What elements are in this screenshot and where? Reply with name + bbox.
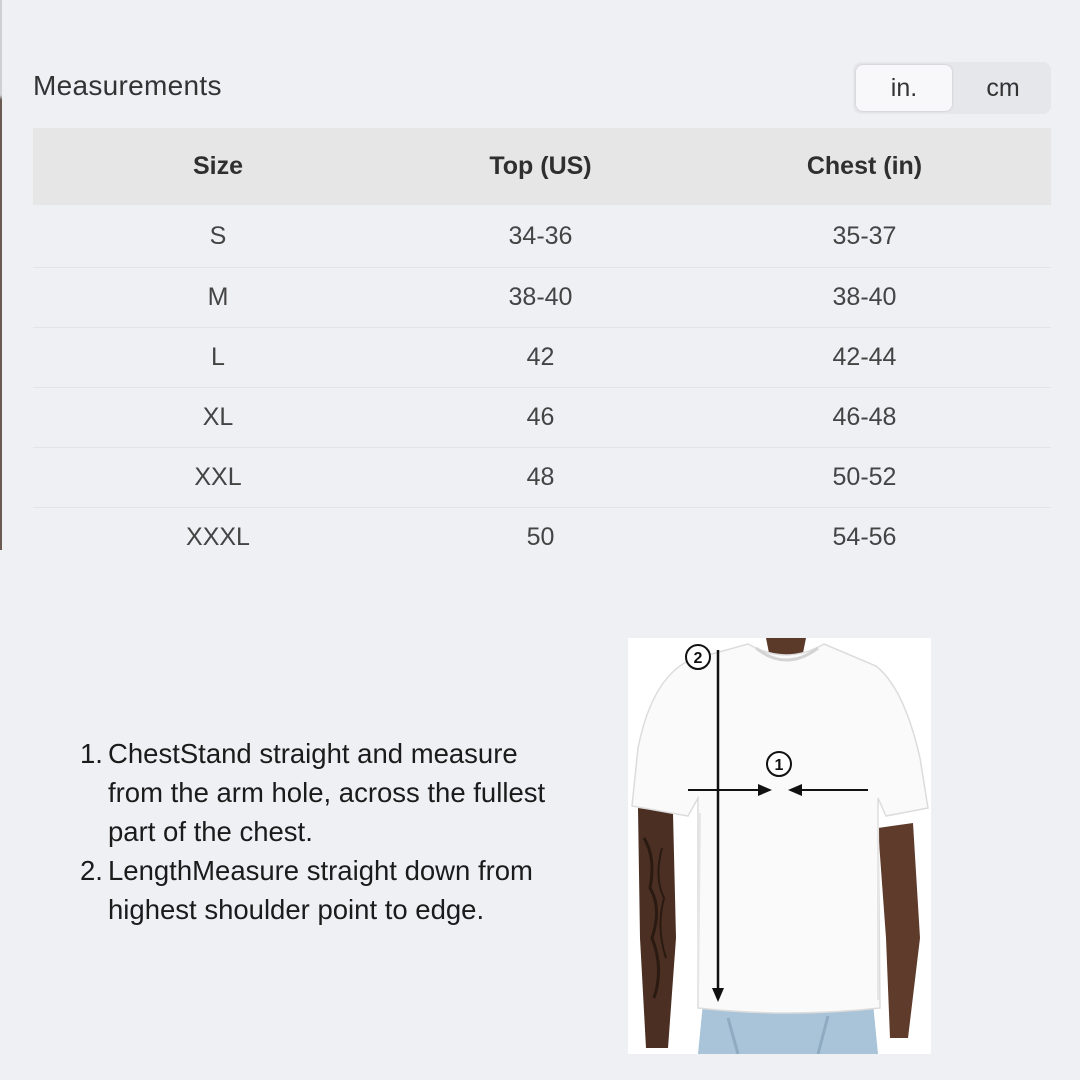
cell-chest: 50-52 xyxy=(678,448,1051,508)
size-chart-table xyxy=(33,128,1051,567)
chest-marker-label: 1 xyxy=(774,757,784,774)
cell-top: 38-40 xyxy=(403,268,678,328)
cell-chest: 46-48 xyxy=(678,388,1051,448)
cell-size: XL xyxy=(33,388,403,448)
cell-chest: 54-56 xyxy=(832,523,897,551)
cell-chest: 42-44 xyxy=(678,328,1051,388)
cell-size: L xyxy=(33,328,403,388)
unit-inches-button[interactable]: in. xyxy=(856,65,952,111)
tshirt-diagram-svg xyxy=(628,638,931,1054)
instruction-number: 1. xyxy=(80,738,103,769)
cell-size: S xyxy=(33,205,403,268)
instruction-text: ChestStand straight and measure from the arm hole, across the fullest part of the chest. xyxy=(108,738,546,847)
cell-top: 42 xyxy=(403,328,678,388)
unit-cm-button[interactable]: cm xyxy=(955,62,1051,114)
table-row xyxy=(33,268,1051,328)
cell-size: M xyxy=(33,268,403,328)
page-title: Measurements xyxy=(33,70,222,101)
cell-size: XXL xyxy=(33,448,403,508)
unit-toggle xyxy=(853,62,1051,114)
instruction-number: 2. xyxy=(80,855,103,886)
length-marker-label: 2 xyxy=(693,650,703,667)
column-header-top: Top (US) xyxy=(403,128,678,205)
table-row xyxy=(33,508,1051,568)
instruction-text: LengthMeasure straight down from highest shoulder point to edge. xyxy=(108,855,533,925)
measurement-instructions xyxy=(80,734,580,929)
cell-chest: 35-37 xyxy=(678,205,1051,268)
table-row xyxy=(33,388,1051,448)
tshirt-measurement-figure xyxy=(628,638,931,1054)
cell-top: 46 xyxy=(403,388,678,448)
table-row xyxy=(33,205,1051,268)
table-row xyxy=(33,328,1051,388)
cell-top: 50 xyxy=(526,523,555,551)
table-row xyxy=(33,448,1051,508)
cell-top: 48 xyxy=(403,448,678,508)
column-header-chest: Chest (in) xyxy=(678,128,1051,205)
instruction-length xyxy=(80,851,580,929)
column-header-size: Size xyxy=(33,128,403,205)
cell-top: 34-36 xyxy=(403,205,678,268)
cell-chest: 38-40 xyxy=(678,268,1051,328)
table-header-row xyxy=(33,128,1051,205)
left-edge-divider xyxy=(0,0,2,550)
instruction-chest xyxy=(80,734,580,851)
cell-size: XXXL xyxy=(186,523,250,551)
